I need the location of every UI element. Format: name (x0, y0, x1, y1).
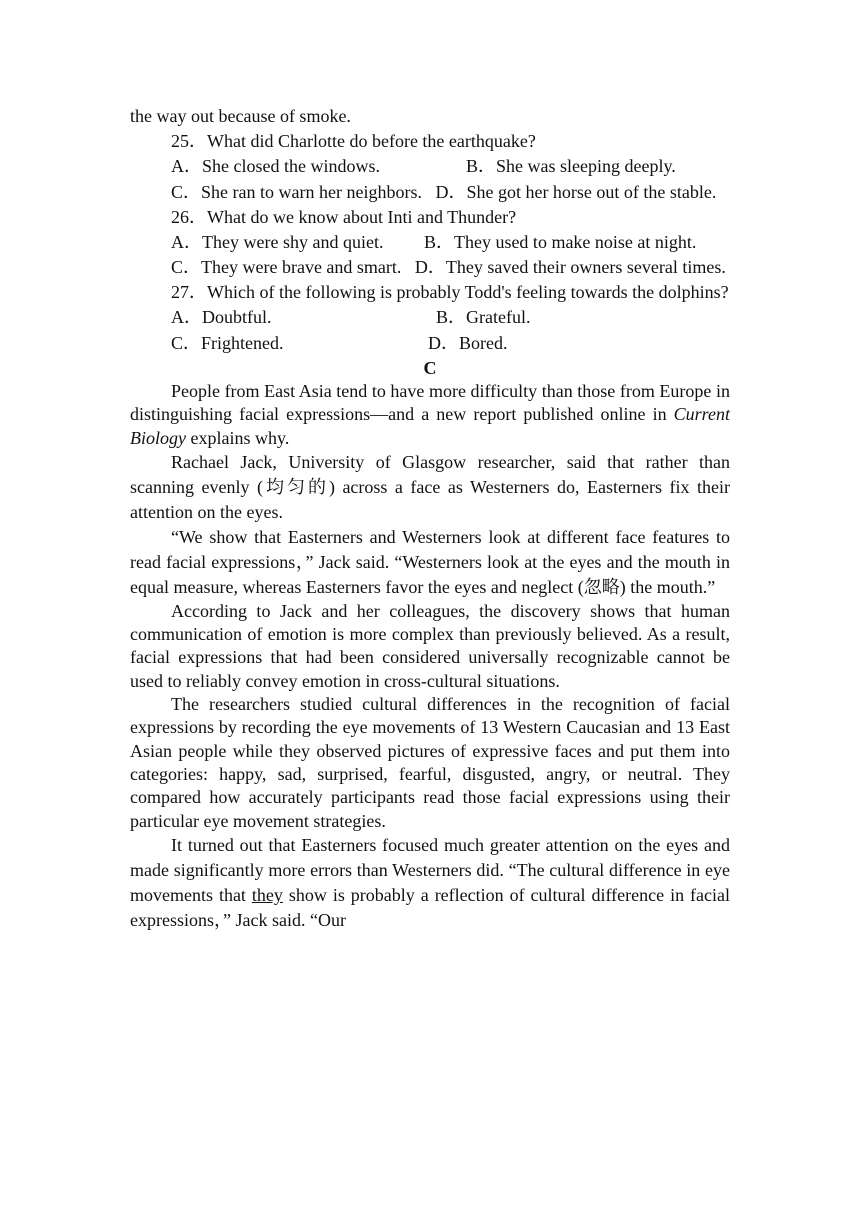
question-27-option-a: A．Doubtful. (171, 307, 272, 327)
passage-b-continuation: the way out because of smoke. (130, 106, 351, 126)
section-c-paragraph-4: According to Jack and her colleagues, the discovery shows that human communication of emotion is more complex than previously believed. As a result, facial expressions that had been considered universally recognizable cannot be used to reliably convey emotion in cross-cultural situations. (130, 600, 730, 691)
paragraph-1-text-a: People from East Asia tend to have more difficulty than those from Europe in distinguishing facial expressions—and a new report published online in (130, 381, 730, 425)
section-c-paragraph-3: “We show that Easterners and Westerners look at different face features to read facial expressions，” Jack said. “Westerners look at the eyes and the mouth in equal measure, whereas Easterners favor the eyes and neglect (忽略) the mouth.” (130, 526, 730, 597)
paragraph-1-text-b: explains why. (186, 427, 290, 448)
question-27-stem: 27．Which of the following is probably Todd's feeling towards the dolphins? (171, 282, 729, 302)
question-26-stem: 26．What do we know about Inti and Thunder? (171, 207, 517, 227)
underlined-word: they (251, 884, 283, 905)
question-26-options-row-1 (130, 230, 730, 255)
question-26-options-row-2 (130, 255, 730, 280)
question-27-option-c: C．Frightened. (171, 332, 284, 353)
section-c-paragraph-2: Rachael Jack, University of Glasgow researcher, said that rather than scanning evenly (均匀的) across a face as Westerners do, Easterners fix their attention on the eyes. (130, 451, 730, 522)
document-content (130, 104, 730, 933)
question-25-options-row-2 (130, 180, 730, 206)
question-26-option-a: A．They were shy and quiet. (171, 232, 384, 252)
question-25-stem: 25．What did Charlotte do before the earthquake? (171, 131, 536, 151)
paragraph-6-text-a: It turned out that Easterners focused much greater attention on the eyes and made significantly more errors than Westerners did. “The cultural difference in eye movements that (130, 834, 730, 905)
question-27-options-row-2 (130, 331, 730, 357)
question-26-option-b: B．They used to make noise at night. (423, 232, 697, 252)
question-25-option-b: B．She was sleeping deeply. (466, 156, 676, 176)
question-25-option-a: A．She closed the windows. (171, 156, 380, 176)
question-26-option-c: C．They were brave and smart. (171, 257, 402, 277)
question-27-options-row-1 (130, 305, 730, 331)
section-c-paragraph-1 (130, 380, 730, 450)
journal-title: Current Biology (130, 404, 730, 448)
paragraph-6-text-b: show is probably a reflection of cultural difference in facial expressions，” Jack said. “Our (130, 884, 730, 930)
question-27-option-d: D．Bored. (428, 332, 508, 353)
question-26-option-d: D．They saved their owners several times. (414, 257, 726, 277)
section-c-paragraph-5: The researchers studied cultural differences in the recognition of facial expressions by recording the eye movements of 13 Western Caucasian and 13 East Asian people while they observed pictures of expressive faces and put them into categories: happy, sad, surprised, fearful, disgusted, angry, or neutral. They compared how accurately participants read those facial expressions using their particular eye movement strategies. (130, 694, 730, 831)
question-27-option-b: B．Grateful. (436, 307, 531, 327)
section-c-paragraph-6 (130, 833, 730, 933)
question-25-option-c: C．She ran to warn her neighbors. (171, 181, 422, 202)
question-25-options-row-1 (130, 154, 730, 180)
question-25-option-d: D．She got her horse out of the stable. (435, 181, 717, 202)
section-c-heading: C (423, 358, 437, 378)
